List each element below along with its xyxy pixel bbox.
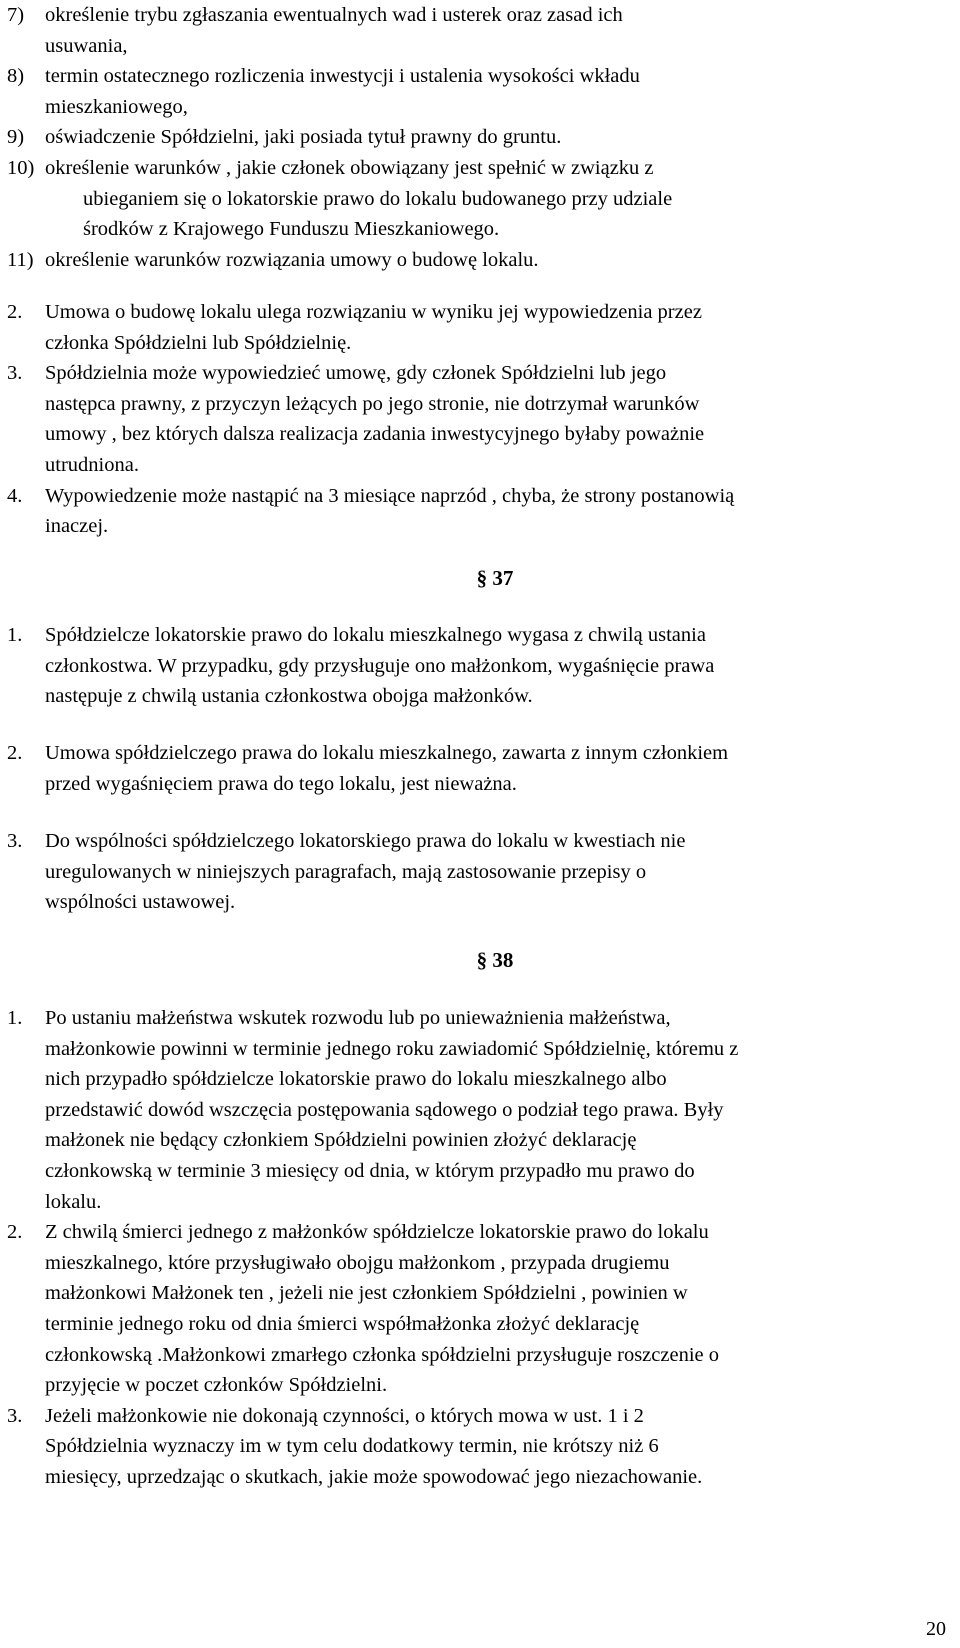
list-item-text: członkowską .Małżonkowi zmarłego członka spółdzielni przysługuje roszczenie o — [45, 1343, 719, 1366]
list-item-text: środków z Krajowego Funduszu Mieszkaniowego. — [83, 218, 500, 241]
list-item-number: 2. — [7, 742, 23, 764]
list-block-b — [0, 297, 960, 542]
list-item-text: Umowa o budowę lokalu ulega rozwiązaniu w wyniku jej wypowiedzenia przez — [45, 301, 702, 323]
list-item-line — [0, 1462, 960, 1493]
list-item-line — [0, 1309, 960, 1340]
list-block-c3 — [0, 826, 960, 918]
list-item-text: mieszkalnego, które przysługiwało obojgu małżonkom , przypada drugiemu — [45, 1251, 670, 1274]
list-item-text: utrudniona. — [45, 453, 139, 476]
list-item-line — [0, 92, 960, 123]
list-item-number: 10) — [7, 156, 35, 179]
list-item-text: miesięcy, uprzedzając o skutkach, jakie może spowodować jego niezachowanie. — [45, 1465, 703, 1488]
list-item-number: 3. — [7, 362, 23, 385]
list-item-line — [0, 1187, 960, 1218]
list-item-number: 11) — [7, 248, 34, 271]
list-item-line — [0, 1431, 960, 1462]
list-block-c1 — [0, 620, 960, 712]
list-item-text: członka Spółdzielni lub Spółdzielnię. — [45, 331, 352, 354]
list-item-text: przedstawić dowód wszczęcia postępowania sądowego o podział tego prawa. Były — [45, 1098, 724, 1121]
list-item-text: Po ustaniu małżeństwa wskutek rozwodu lub po unieważnienia małżeństwa, — [45, 1007, 671, 1029]
list-item-text: Jeżeli małżonkowie nie dokonają czynności, o których mowa w ust. 1 i 2 — [45, 1404, 644, 1427]
list-item-number: 1. — [7, 624, 23, 646]
list-item-text: członkowską w terminie 3 miesięcy od dnia, w którym przypadło mu prawo do — [45, 1159, 695, 1182]
list-item-text: Z chwilą śmierci jednego z małżonków spółdzielcze lokatorskie prawo do lokalu — [45, 1221, 709, 1244]
list-item-text: następuje z chwilą ustania członkostwa obojga małżonków. — [45, 685, 533, 708]
list-item-line — [0, 511, 960, 542]
list-item-text: Spółdzielnia wyznaczy im w tym celu dodatkowy termin, nie krótszy niż 6 — [45, 1435, 659, 1458]
list-item-line — [0, 214, 960, 245]
list-item-number: 2. — [7, 301, 23, 323]
list-item-number: 8) — [7, 65, 25, 88]
list-item-text: członkostwa. W przypadku, gdy przysługuje ono małżonkom, wygaśnięcie prawa — [45, 654, 715, 677]
list-item-text: Spółdzielnia może wypowiedzieć umowę, gdy członek Spółdzielni lub jego — [45, 362, 667, 385]
list-item-text: określenie warunków , jakie członek obowiązany jest spełnić w związku z — [45, 156, 654, 179]
list-item-text: następca prawny, z przyczyn leżących po jego stronie, nie dotrzymał warunków — [45, 392, 700, 415]
list-item-line — [0, 1156, 960, 1187]
list-item-line — [0, 153, 960, 184]
list-item-line — [0, 389, 960, 420]
list-item-line — [0, 358, 960, 389]
list-item-text: mieszkaniowego, — [45, 95, 188, 118]
list-item-text: inaczej. — [45, 515, 109, 538]
list-item-line — [0, 1217, 960, 1248]
list-item-text: termin ostatecznego rozliczenia inwestycji i ustalenia wysokości wkładu — [45, 65, 640, 88]
list-item-text: małżonkowie powinni w terminie jednego roku zawiadomić Spółdzielnię, któremu z — [45, 1037, 739, 1060]
section-heading-37: § 37 — [476, 566, 514, 590]
list-item-number: 7) — [7, 4, 25, 26]
list-block-c2 — [0, 738, 960, 799]
list-item-number: 2. — [7, 1221, 23, 1244]
list-item-line — [0, 297, 960, 328]
list-item-text: przed wygaśnięciem prawa do tego lokalu, jest nieważna. — [45, 772, 517, 795]
list-item-text: lokalu. — [45, 1190, 102, 1213]
list-item-text: oświadczenie Spółdzielni, jaki posiada tytuł prawny do gruntu. — [45, 126, 562, 149]
list-block-a — [0, 0, 960, 275]
list-item-number: 3. — [7, 830, 23, 852]
list-item-text: usuwania, — [45, 34, 128, 57]
list-item-line — [0, 31, 960, 62]
list-item-line — [0, 738, 960, 769]
list-item-line — [0, 1370, 960, 1401]
list-item-text: Umowa spółdzielczego prawa do lokalu mieszkalnego, zawarta z innym członkiem — [45, 742, 729, 764]
list-item-line — [0, 1125, 960, 1156]
list-item-text: określenie trybu zgłaszania ewentualnych wad i usterek oraz zasad ich — [45, 4, 623, 26]
list-item-line — [0, 328, 960, 359]
list-item-text: określenie warunków rozwiązania umowy o budowę lokalu. — [45, 248, 539, 271]
list-item-line — [0, 887, 960, 918]
list-item-line — [0, 122, 960, 153]
page-number: 20 — [926, 1618, 946, 1640]
list-item-line — [0, 245, 960, 276]
list-item-text: Do wspólności spółdzielczego lokatorskiego prawa do lokalu w kwestiach nie — [45, 830, 686, 852]
section-heading-38: § 38 — [476, 948, 514, 972]
list-item-line — [0, 1003, 960, 1034]
list-item-line — [0, 620, 960, 651]
list-item-line — [0, 769, 960, 800]
list-item-line — [0, 1278, 960, 1309]
list-item-line — [0, 481, 960, 512]
list-item-text: ubieganiem się o lokatorskie prawo do lokalu budowanego przy udziale — [83, 187, 673, 210]
list-item-number: 3. — [7, 1404, 23, 1427]
list-item-line — [0, 1340, 960, 1371]
list-item-text: Wypowiedzenie może nastąpić na 3 miesiące naprzód , chyba, że strony postanowią — [45, 484, 735, 507]
list-item-line — [0, 681, 960, 712]
list-block-d — [0, 1003, 960, 1493]
list-item-line — [0, 1064, 960, 1095]
list-item-line — [0, 61, 960, 92]
list-item-text: nich przypadło spółdzielcze lokatorskie prawo do lokalu mieszkalnego albo — [45, 1068, 667, 1091]
list-item-line — [0, 857, 960, 888]
list-item-line — [0, 1248, 960, 1279]
list-item-text: umowy , bez których dalsza realizacja zadania inwestycyjnego byłaby poważnie — [45, 423, 705, 446]
list-item-number: 1. — [7, 1007, 23, 1029]
list-item-text: małżonkowi Małżonek ten , jeżeli nie jest członkiem Spółdzielni , powinien w — [45, 1282, 688, 1305]
list-item-text: przyjęcie w poczet członków Spółdzielni. — [45, 1374, 388, 1397]
list-item-text: Spółdzielcze lokatorskie prawo do lokalu mieszkalnego wygasa z chwilą ustania — [45, 624, 706, 646]
list-item-text: uregulowanych w niniejszych paragrafach, mają zastosowanie przepisy o — [45, 860, 647, 883]
list-item-line — [0, 1034, 960, 1065]
list-item-text: małżonek nie będący członkiem Spółdzielni powinien złożyć deklarację — [45, 1129, 637, 1152]
list-item-line — [0, 184, 960, 215]
list-item-number: 9) — [7, 126, 25, 149]
list-item-line — [0, 0, 960, 31]
list-item-text: terminie jednego roku od dnia śmierci współmałżonka złożyć deklarację — [45, 1312, 640, 1335]
list-item-line — [0, 1401, 960, 1432]
list-item-text: wspólności ustawowej. — [45, 891, 236, 914]
list-item-line — [0, 651, 960, 682]
list-item-line — [0, 419, 960, 450]
list-item-line — [0, 450, 960, 481]
list-item-number: 4. — [7, 484, 23, 507]
list-item-line — [0, 826, 960, 857]
list-item-line — [0, 1095, 960, 1126]
